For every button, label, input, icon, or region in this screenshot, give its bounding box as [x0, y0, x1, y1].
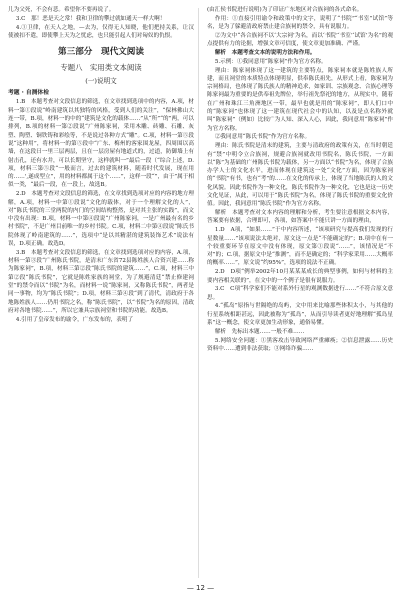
answer-paragraph: 理由：陈家祠体现了这一建筑的主要特点，陈家祠本就是陈姓族人所建，而且祠堂的本质特点体现明显，供奉陈氏祖先，从形式上看，陈家祠为宗祠格局，也体现了陈氏族人的精神追求，如家训、宗族观念、合族心理等陈家祠最为重要的是供奉祖先牌位，举行祖先祭祀的地方，从现实中，随着在广州和珠江三角洲地区一带，最早也就是用的“陈家祠”，即人们口中的“陈家祠”也体现了这一建筑在现代社会中的认知，以及是点名称外就叫“陈家祠”（例如）比较广为人知、深入人心，因此，我同意用“陈家祠”作为官方名称。: [207, 67, 393, 132]
intro-line: 3.C 那！恶是天之常！我和卫律的攀过就如通天一样大啊！: [15, 15, 166, 22]
answer-paragraph: (由汇侯书院进行说明)为了印证广东地区对合族祠的各式命名。: [207, 7, 363, 13]
answer-paragraph: 3.B 本题考查对文段信息的筛选，在文章找到选项对应的内容，A.项，材料一第③段“广州陈氏书院，是清末广东省72县陈姓族人合资兴建……称为陈家祠”，B.项，材料三第②段“陈氏书院的建筑……”，C.项，材料三中第②段“陈氏书院”，它就是陈姓家族的祠堂，为了规避清廷“禁止修建祠堂”的禁令而以“书院”为名，而材料一说“陈家祠，又称陈氏书院”，两者是同一事物，均为“陈氏书院”；D.项，材料三第④段“到了清代，清政府于各地陈姓族人……仍用书院之名，称“陈氏书院”，以“书院”为名的原因，清政府对各地书院……”，所以它兼具宗族祠堂和书院的功能。故选B。: [8, 249, 194, 314]
column-divider: [198, 8, 199, 578]
answer-paragraph: 2.D D项“例举2002年10月某某某成长的典型事例，如何与材料的主要内容相关联的”，在文中的一个例子是很有说服力。: [207, 269, 393, 284]
page-number: — 12 —: [186, 584, 215, 592]
answer-paragraph: 理由：陈氏书院是清末的建筑，主要与清政府的政策有关，在当时朝廷有“禁”中明令立合族祠，规避合族祠就改用书院名，陈氏书院，一方面以“陈”为基础的广州陈氏书院为载体，另一方面以“书院”为名，体现了合族办学人士的文化水平，进而体现在建筑这一处“文化”方面，因为陈家祠的“书院”有书，也有“考”的……在文化的传承上，体现了当地陈氏的人的文化风貌。因此书院作为一种文化，陈氏书院作为一种文化，它也是这一历史文化见证，从此，可以用于“陈氏书院”为名，体现了陈氏书院的重要文化价值。因此，我同意用“陈氏书院”作为官方名称。: [207, 143, 393, 208]
topic-title: 专题八 实用类文本阅读: [60, 63, 142, 73]
section-label: 考题 · 自测体检: [8, 90, 50, 97]
answer-paragraph: 1.D A项，“如果……”于中内容所述，“该项研究与提高我们发现的行星数量……”该项说法太绝对，原文这一点是“不能确定的”；B.项中在有一个较重要环节在原文中没有体现，原文第①段说“……”，该情况是“不对”的；C.项，据原文中是“推测”，而不是确定的；“科学家采用……大概率的概率……”，原文说“约95%”，选项的说法不正确。: [207, 227, 393, 267]
answer-paragraph: 3.C C项“科学家们不能对系外行星的观测数据进行……”不符合原文意思。: [207, 286, 393, 301]
answer-paragraph: 5.示例：①我同意用“陈家祠”作为官方名称。: [214, 58, 327, 65]
answer-paragraph: ②为文中“各合族祠不以‘大宗祠’为名，而以‘书院’‘书室’‘试馆’为名”的观点提供有力的论据，增强文章可信度，使文章更加准确、严谨。: [207, 32, 393, 48]
part-title: 第三部分 现代文阅读: [58, 47, 144, 58]
answer-paragraph: 4.“孤岛”原指与世隔绝的岛屿，文中用来比喻那些体积太小，与其他的行星系统相距甚远，因此被称为“孤岛”，从而引导读者更好地理解“孤岛星系”这一概念，使文章更加生动形象，通俗易懂。: [207, 303, 393, 326]
analysis-note: 解析 本题考查文本的说明方法和作用。: [214, 49, 316, 56]
answer-paragraph: 5.网络安全问题：①黑客攻击导致网络严重瘫痪；②信息泄露……历史资料中……遭到非法获取；③网络诈骗……: [207, 337, 393, 352]
answer-paragraph: 4.引用了皇帝发布的谕令，广东发布的，表明了: [15, 316, 134, 323]
left-column: [8, 6, 194, 325]
analysis-note: 解析 先标出本题……一般不难……: [214, 328, 305, 335]
analysis-note: 解析 本题考查对文本内容的理解和分析，考生要注意根据文本内容，答案要有依据，合理即可，各项，如答案中不能只讲一方面的理由，: [207, 210, 393, 225]
intro-line: 儿为父死，不会有悲。希望你不要再说了。: [8, 7, 115, 13]
right-column: [207, 6, 393, 354]
answer-paragraph: 2.D 本题考查对文段信息的筛选，在文章找到选项对应的内容的地方理解，A.项，材料一中第①段说“文化的载体，对于一个理解文化的人”，对“陈氏书院的三堂两院的内门的空间结构整然，是对其主张的实践”，而文中没有出现：B.项，材料一中第④段说“广州陈家祠，一是广州最有名的乡村书院”，不是广州目前唯一的乡村书院。C.项，材料二中第④段说“陈氏书院体现了岭南建筑的……”，选项中“是以其精湛的建筑装饰艺术”说法有误，D.项正确。故选D。: [8, 191, 194, 248]
answer-paragraph: 1.B 本题考查对文段信息的筛选，在文章找到选项中的内容，A.项，材料一第①段说“岭南建筑以其独特的风格，受到人们的关注”，“保林佛山大连一带，B.项，材料一的中的“建筑是文化的载体……”从“所”“的”两，可以排列，B.项的材料一第②段说“广州陈家祠，采用木雕、砖雕、石雕、灰塑、陶塑、铜铁铸和彩绘等，不是说过各种方式“雕”。C.项，材料一第⑤段说“这种用”，将材料一的第⑤段中“广东、梅州的客家围龙屋，四周围以高墙，在这段曰一里三层两层，且在一层房屋有地道式的，过道，防御墙上有射击孔，还有水井，可以长期坚守，这样就叫一”最后一段（“综合上述，D.项，材料三第⑤段“一般而言，过去的建筑材料，随着时代发展，现在用的……',遂成型立”，用的材料都属于这个……”，这样一段“”，由于”属于相似一类，“最后一段，在一段上，故选B。: [8, 99, 194, 189]
answer-paragraph: 作用：①直接引用谕令和政策中的文字，说明了“书院”“书室”试馆”等名，是为了躲避清政府禁止建合族祠的禁令，具有说服力。: [207, 15, 393, 31]
answer-paragraph: ②我同意用“陈氏书院”作为官方名称。: [214, 134, 311, 141]
sub-title: (一)说明文: [85, 77, 117, 86]
intro-line: 4.①卫律，在天人之地，—去为，仅得无人知晓，他们把持关系，让汉使被扣不遣，即使攀上天为之忧虑，也只能引起人们对匈奴的仇恨。: [8, 24, 194, 39]
